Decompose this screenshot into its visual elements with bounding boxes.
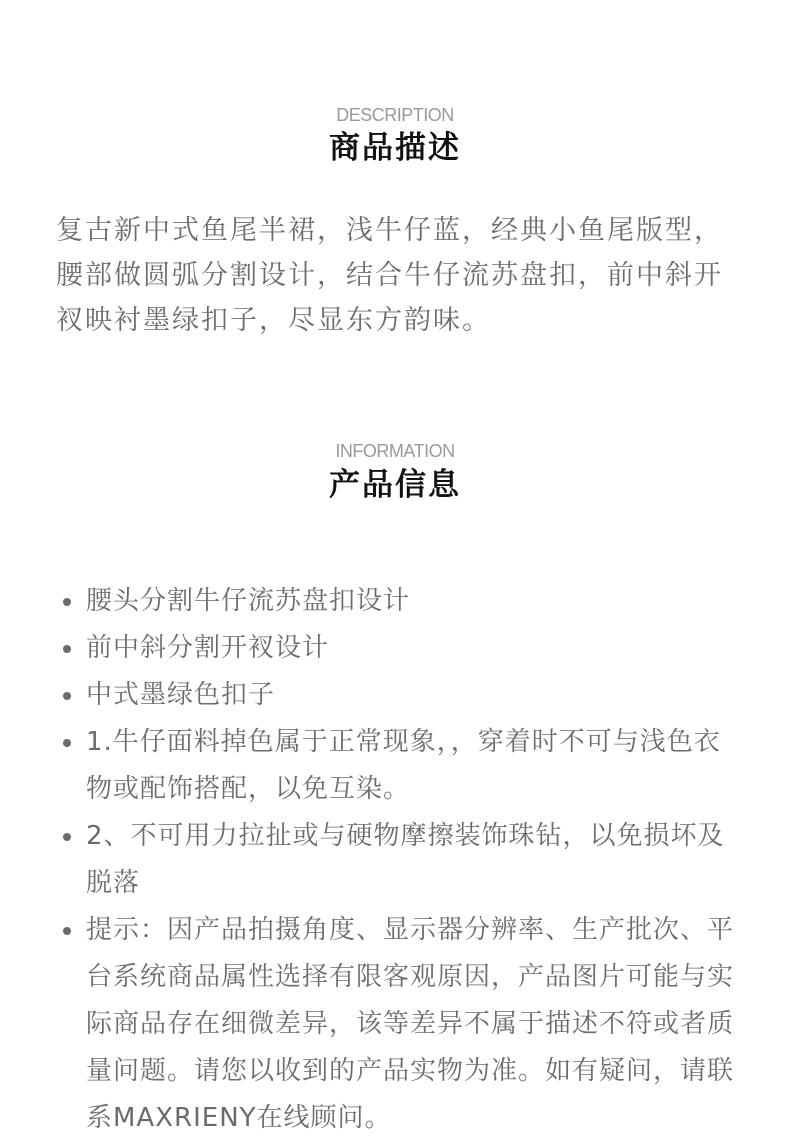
list-item bbox=[56, 578, 746, 625]
bullet-icon bbox=[63, 692, 71, 700]
description-text: 复古新中式鱼尾半裙，浅牛仔蓝，经典小鱼尾版型，腰部做圆弧分割设计，结合牛仔流苏盘扣，前中斜开衩映衬墨绿扣子，尽显东方韵味。 bbox=[56, 215, 723, 336]
list-item bbox=[56, 719, 746, 813]
information-list bbox=[56, 578, 746, 1142]
list-item-text: 腰头分割牛仔流苏盘扣设计 bbox=[86, 586, 411, 616]
list-item-text: 1.牛仔面料掉色属于正常现象，，穿着时不可与浅色衣物或配饰搭配，以免互染。 bbox=[86, 727, 721, 804]
list-item bbox=[56, 672, 746, 719]
list-item-text: 前中斜分割开衩设计 bbox=[86, 633, 330, 663]
bullet-icon bbox=[63, 598, 71, 606]
bullet-icon bbox=[63, 645, 71, 653]
list-item bbox=[56, 907, 746, 1142]
bullet-icon bbox=[63, 833, 71, 841]
list-item bbox=[56, 813, 746, 907]
list-item-text: 提示：因产品拍摄角度、显示器分辨率、生产批次、平台系统商品属性选择有限客观原因，产品图片可能与实际商品存在细微差异，该等差异不属于描述不符或者质量问题。请您以收到的产品实物为准。如有疑问，请联系MAXRIENY在线顾问。 bbox=[86, 915, 735, 1133]
bullet-icon bbox=[63, 927, 71, 935]
list-item-text: 2、不可用力拉扯或与硬物摩擦装饰珠钻，以免损坏及脱落 bbox=[86, 821, 725, 898]
bullet-icon bbox=[63, 739, 71, 747]
description-heading-en: DESCRIPTION bbox=[336, 105, 454, 125]
information-heading-en: INFORMATION bbox=[335, 441, 455, 461]
list-item-text: 中式墨绿色扣子 bbox=[86, 680, 276, 710]
information-heading: 产品信息 bbox=[329, 467, 461, 503]
list-item bbox=[56, 625, 746, 672]
description-heading: 商品描述 bbox=[329, 130, 461, 166]
